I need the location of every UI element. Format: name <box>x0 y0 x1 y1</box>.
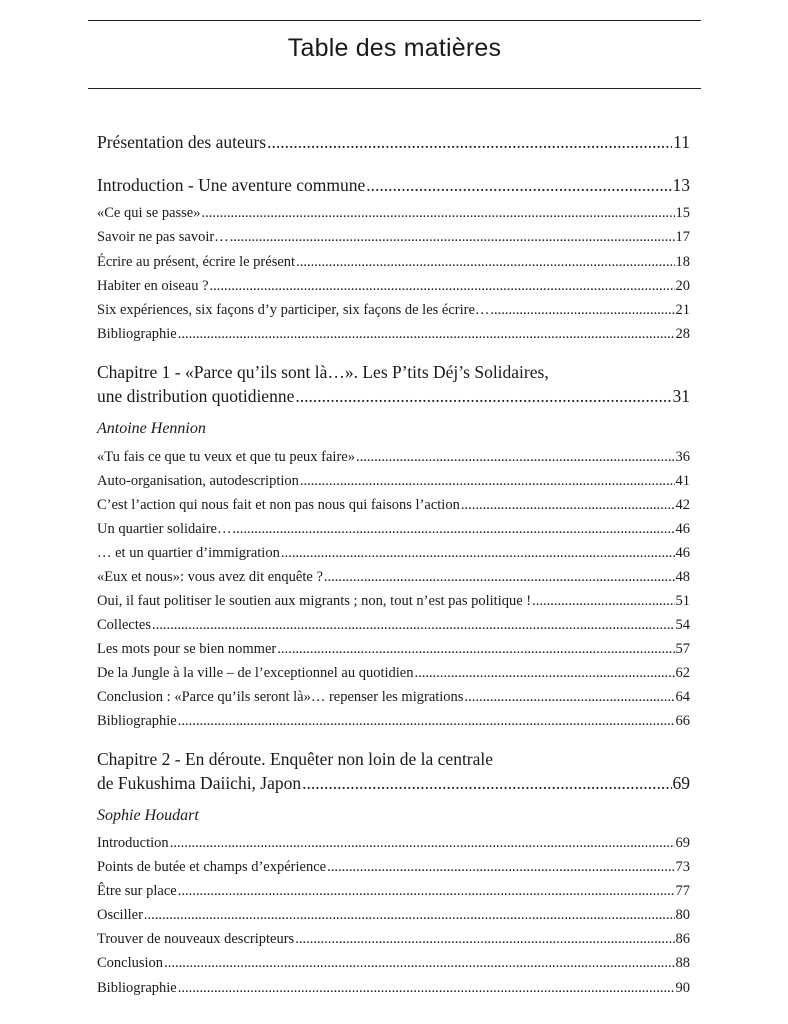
toc-page-number: 69 <box>672 773 690 793</box>
toc-page-number: 80 <box>675 907 690 923</box>
toc-subentry[interactable] <box>97 254 690 271</box>
leader-dots <box>414 665 674 682</box>
toc-page-number: 48 <box>675 569 690 585</box>
leader-dots <box>296 254 674 271</box>
toc-subentry[interactable] <box>97 835 690 852</box>
toc-page-number: 13 <box>672 175 690 195</box>
toc-page-number: 20 <box>675 278 690 294</box>
toc-entry-title: Points de butée et champs d’expérience <box>97 859 327 875</box>
leader-dots <box>464 689 674 706</box>
toc-entry-title: Les mots pour se bien nommer <box>97 641 277 657</box>
toc-subentry[interactable] <box>97 569 690 586</box>
toc-subentry[interactable] <box>97 497 690 514</box>
chapter-1-author: Antoine Hennion <box>97 420 206 437</box>
title-rule <box>88 88 701 89</box>
toc-subentry[interactable] <box>97 859 690 876</box>
top-rule <box>88 20 701 21</box>
toc-subentry[interactable] <box>97 229 690 246</box>
leader-dots <box>230 229 675 246</box>
leader-dots <box>532 593 674 610</box>
toc-entry-title: … et un quartier d’immigration <box>97 545 280 561</box>
toc-entry-title: de Fukushima Daiichi, Japon <box>97 773 302 793</box>
leader-dots <box>295 931 674 948</box>
leader-dots <box>302 773 671 794</box>
toc-entry-title: Trouver de nouveaux descripteurs <box>97 931 295 947</box>
toc-page-number: 62 <box>675 665 690 681</box>
toc-page-number: 57 <box>675 641 690 657</box>
toc-page-number: 64 <box>675 689 690 705</box>
toc-subentry[interactable] <box>97 449 690 466</box>
chapter-1-heading-line1[interactable]: Chapitre 1 - «Parce qu’ils sont là…». Les P’tits Déj’s Solidaires, <box>97 362 549 382</box>
leader-dots <box>144 907 675 924</box>
leader-dots <box>490 302 674 319</box>
toc-subentry[interactable] <box>97 302 690 319</box>
leader-dots <box>170 835 675 852</box>
page-title: Table des matières <box>287 34 502 62</box>
toc-subentry[interactable] <box>97 665 690 682</box>
leader-dots <box>295 386 671 407</box>
toc-page-number: 46 <box>675 545 690 561</box>
toc-entry-presentation[interactable] <box>97 132 690 153</box>
toc-page-number: 31 <box>672 386 690 406</box>
toc-page-number: 28 <box>675 326 690 342</box>
leader-dots <box>277 641 674 658</box>
toc-subentry[interactable] <box>97 473 690 490</box>
toc-subentry[interactable] <box>97 326 690 343</box>
leader-dots <box>281 545 675 562</box>
toc-entry-title: Oui, il faut politiser le soutien aux migrants ; non, tout n’est pas politique ! <box>97 593 532 609</box>
toc-entry-title: Introduction - Une aventure commune <box>97 175 366 195</box>
toc-entry-title: Habiter en oiseau ? <box>97 278 209 294</box>
toc-entry-title: C’est l’action qui nous fait et non pas nous qui faisons l’action <box>97 497 460 513</box>
toc-subentry[interactable] <box>97 617 690 634</box>
toc-entry-title: Présentation des auteurs <box>97 132 267 152</box>
toc-subentry[interactable] <box>97 907 690 924</box>
chapter-2-author: Sophie Houdart <box>97 807 199 824</box>
toc-subentry[interactable] <box>97 521 690 538</box>
toc-page-number: 18 <box>675 254 690 270</box>
toc-page-number: 51 <box>675 593 690 609</box>
leader-dots <box>152 617 675 634</box>
toc-page-number: 15 <box>675 205 690 221</box>
toc-page-number: 11 <box>673 132 690 152</box>
toc-entry-chapter-2[interactable] <box>97 773 690 794</box>
toc-entry-title: Introduction <box>97 835 169 851</box>
leader-dots <box>461 497 675 514</box>
toc-page-number: 36 <box>675 449 690 465</box>
toc-page-number: 69 <box>675 835 690 851</box>
toc-subentry[interactable] <box>97 545 690 562</box>
toc-entry-title: Savoir ne pas savoir… <box>97 229 229 245</box>
toc-subentry[interactable] <box>97 205 690 222</box>
toc-entry-title: Bibliographie <box>97 326 177 342</box>
leader-dots <box>327 859 674 876</box>
toc-subentry[interactable] <box>97 278 690 295</box>
chapter-2-heading-line1[interactable]: Chapitre 2 - En déroute. Enquêter non loin de la centrale <box>97 749 494 769</box>
toc-page-number: 86 <box>675 931 690 947</box>
toc-entry-title: Bibliographie <box>97 980 177 996</box>
leader-dots <box>366 175 671 196</box>
toc-entry-title: Collectes <box>97 617 151 633</box>
toc-subentry[interactable] <box>97 713 690 730</box>
leader-dots <box>178 980 675 997</box>
toc-subentry[interactable] <box>97 689 690 706</box>
toc-subentry[interactable] <box>97 955 690 972</box>
toc-page-number: 73 <box>675 859 690 875</box>
toc-subentry[interactable] <box>97 883 690 900</box>
toc-page-number: 42 <box>675 497 690 513</box>
toc-page-number: 88 <box>675 955 690 971</box>
leader-dots <box>324 569 675 586</box>
leader-dots <box>202 205 675 222</box>
toc-entry-title: Auto-organisation, autodescription <box>97 473 299 489</box>
leader-dots <box>164 955 674 972</box>
toc-entry-title: une distribution quotidienne <box>97 386 295 406</box>
toc-page-number: 17 <box>675 229 690 245</box>
leader-dots <box>210 278 675 295</box>
toc-entry-title: Osciller <box>97 907 143 923</box>
toc-page-number: 54 <box>675 617 690 633</box>
toc-entry-title: Être sur place <box>97 883 177 899</box>
toc-entry-title: Un quartier solidaire… <box>97 521 232 537</box>
toc-entry-title: Écrire au présent, écrire le présent <box>97 254 296 270</box>
toc-page-number: 46 <box>675 521 690 537</box>
leader-dots <box>356 449 675 466</box>
toc-page-number: 66 <box>675 713 690 729</box>
leader-dots <box>178 883 675 900</box>
toc-subentry[interactable] <box>97 593 690 610</box>
toc-page-number: 41 <box>675 473 690 489</box>
toc-entry-title: «Tu fais ce que tu veux et que tu peux faire» <box>97 449 355 465</box>
toc-entry-title: Bibliographie <box>97 713 177 729</box>
toc-subentry[interactable] <box>97 931 690 948</box>
toc-entry-title: «Eux et nous»: vous avez dit enquête ? <box>97 569 323 585</box>
leader-dots <box>178 713 675 730</box>
toc-entry-title: Conclusion : «Parce qu’ils seront là»… repenser les migrations <box>97 689 464 705</box>
leader-dots <box>233 521 675 538</box>
toc-entry-chapter-1[interactable] <box>97 386 690 407</box>
leader-dots <box>178 326 675 343</box>
toc-page-number: 90 <box>675 980 690 996</box>
toc-subentry[interactable] <box>97 641 690 658</box>
toc-page-number: 77 <box>675 883 690 899</box>
toc-entry-title: De la Jungle à la ville – de l’exceptionnel au quotidien <box>97 665 414 681</box>
toc-entry-title: «Ce qui se passe» <box>97 205 201 221</box>
leader-dots <box>267 132 672 153</box>
toc-entry-title: Six expériences, six façons d’y participer, six façons de les écrire… <box>97 302 490 318</box>
toc-subentry[interactable] <box>97 980 690 997</box>
toc-entry-title: Conclusion <box>97 955 164 971</box>
toc-entry-introduction[interactable] <box>97 175 690 196</box>
toc-page-number: 21 <box>675 302 690 318</box>
leader-dots <box>300 473 675 490</box>
